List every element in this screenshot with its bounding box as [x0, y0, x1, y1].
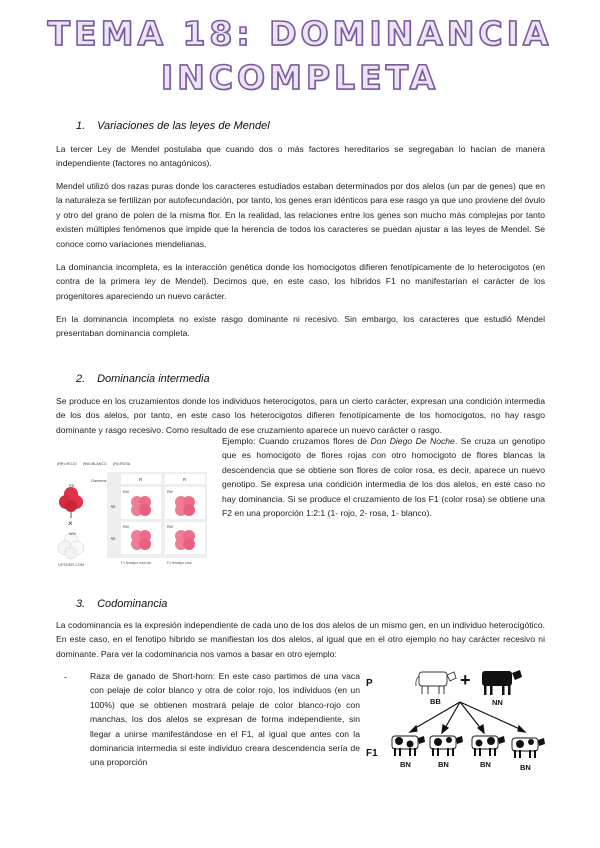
- spotted-cow-icon: [472, 736, 505, 756]
- row-header-2: W: [111, 536, 116, 541]
- row-header-1: W: [111, 504, 116, 509]
- cross-arrows: [410, 702, 525, 733]
- spotted-cow-icon: [430, 736, 463, 756]
- section1-paragraph-2: Mendel utilizó dos razas puras donde los caracteres estudiados estaban determinados por dos alelos (un par de genes) que en la naturaleza se fertilizan por autofecundación, por tanto, los genes eran idénticos para ese rasgo ya que uno proviene del óvulo y otro del grano de polen de la misma flor. En la realidad, las relaciones entre los genes son mucho más complejas por tanto existen múltiples fenómenos que impide que la herencia de todos los caracteres se puedan ajustar a las leyes de Mendel. Se conoce como variaciones mendelianas.: [56, 181, 545, 249]
- parent-white-genotype: WW: [69, 532, 76, 536]
- black-cow-icon: [482, 670, 522, 695]
- svg-text:RW: RW: [167, 490, 173, 494]
- white-flower-icon: [58, 533, 84, 559]
- parent2-genotype: NN: [492, 698, 503, 707]
- spotted-cow-icon: [512, 738, 545, 758]
- gametes-label: Gametos: [91, 479, 107, 483]
- legend-red: (RR)=ROJO: [57, 462, 77, 466]
- offspring-genotype: BN: [520, 763, 531, 772]
- svg-text:RW: RW: [123, 525, 129, 529]
- example-end: . Se cruza un genotipo que es homocigoto de flores rojas con otro homocigoto de flores blancas la descendencia que se obtiene son flores de color rosa, es decir, aparece un nuevo genotipo. Se expresa una condición intermedia de los dos alelos, en este caso no hay dominancia. Si se produce el cruzamiento de los F1 (color rosa) se obtiene una F2 en una proporción 1:2:1 (1- rojo, 2- rosa, 1- blanco).: [222, 436, 545, 519]
- svg-text:RW: RW: [123, 490, 129, 494]
- offspring-genotype: BN: [400, 760, 411, 769]
- bullet-marker: -: [64, 672, 67, 682]
- example-species: Don Diego De Noche: [370, 436, 455, 446]
- cross-symbol: ×: [68, 519, 73, 528]
- section2-number: 2.: [76, 373, 86, 385]
- col-header-2: R: [183, 477, 187, 482]
- page-title-line1: TEMA 18: DOMINANCIA: [47, 14, 553, 53]
- section3-paragraph: La codominancia es la expresión independiente de cada uno de los dos alelos de un mismo gen, en un individuo heterocigótico. En este caso, en el fenotipo hibrido se manifiestan los dos alelos, al igual que en el otro ejemplo no hay carácter recesivo ni dominante. Para ver la codominancia nos vamos a basar en otro ejemplo:: [56, 620, 545, 659]
- white-cow-icon: [416, 672, 456, 694]
- col-header-1: R: [139, 477, 143, 482]
- offspring-genotype: BN: [480, 760, 491, 769]
- punnett-cell: [165, 487, 205, 519]
- section2-example: [222, 434, 545, 520]
- parent1-genotype: BB: [430, 697, 441, 706]
- f1-label: F1: [366, 748, 378, 759]
- section1-paragraph-3: La dominancia incompleta, es la interacción genética donde los homocigotos difieren fenotípicamente de lo heterocigotos (en contra de la primera ley de Mendel). Decimos que, en este caso, los híbridos F1 no manifestarían el carácter de los progenitores apareciendo un nuevo carácter.: [56, 262, 545, 301]
- caption-right: F1 fenotipo rosa: [167, 561, 192, 565]
- red-flower-icon: [59, 487, 83, 518]
- section2-heading: [76, 373, 210, 385]
- section1-heading-text: Variaciones de las leyes de Mendel: [97, 120, 270, 132]
- punnett-cell: [121, 522, 161, 554]
- parent-red-genotype: RR: [69, 484, 75, 488]
- cattle-codominance-figure: [364, 664, 554, 776]
- section2-paragraph: Se produce en los cruzamientos donde los individuos heterocigotos, para un cierto carácter, expresan una condición intermedia de los dos alelos, por tanto, en este caso los heterocigotos difieren fenotípicamente de los homocigotos, no hay rasgo dominante y rasgo recesivo. Como resultado de ese cruzamiento aparece un nuevo carácter o rasgo.: [56, 396, 545, 435]
- section3-heading: [76, 598, 167, 610]
- section2-heading-text: Dominancia intermedia: [97, 373, 210, 385]
- caption-left: F1 fenotipo rosa dw: [121, 561, 151, 565]
- section1-paragraph-4: En la dominancia incompleta no existe rasgo dominante ni recesivo. Sin embargo, los caracteres que estudió Mendel presentaban dominancia completa.: [56, 314, 545, 339]
- plus-symbol: +: [460, 670, 471, 690]
- section1-heading: [76, 120, 270, 132]
- section1-number: 1.: [76, 120, 86, 132]
- legend-white: WW=BLANCO: [83, 462, 107, 466]
- p-label: P: [366, 678, 373, 689]
- punnett-cell: [121, 487, 161, 519]
- legend-pink: (R)=ROSA: [113, 462, 131, 466]
- spotted-cow-icon: [392, 736, 425, 756]
- section3-number: 3.: [76, 598, 86, 610]
- offspring-genotype: BN: [438, 760, 449, 769]
- section3-bullet-text: Raza de ganado de Short-horn: En este caso partimos de una vaca con pelaje de color blanco y otra de color rojo, los individuos (en un 100%) que se obtienen mostrará pelaje de color blanco-rojo con manchas, los dos alelos se expresan de forma independiente, sin llegar a unirse manifestándose en el F1, al igual que antes con la dominancia intermedia si este individuo creara descendencia sería de una proporción: [90, 671, 360, 768]
- page-title-line2: INCOMPLETA: [160, 58, 440, 97]
- example-start: Ejemplo: Cuando cruzamos flores de: [222, 436, 371, 446]
- svg-text:RW: RW: [167, 525, 173, 529]
- section1-paragraph-1: La tercer Ley de Mendel postulaba que cuando dos o más factores hereditarios se segregaban lo hacían de manera independiente (factores no antagónicos).: [56, 144, 545, 169]
- section3-heading-text: Codominancia: [97, 598, 168, 610]
- punnett-cell: [165, 522, 205, 554]
- figure-source: LIFEDER.COM: [58, 563, 84, 567]
- flower-punnett-figure: [55, 456, 215, 574]
